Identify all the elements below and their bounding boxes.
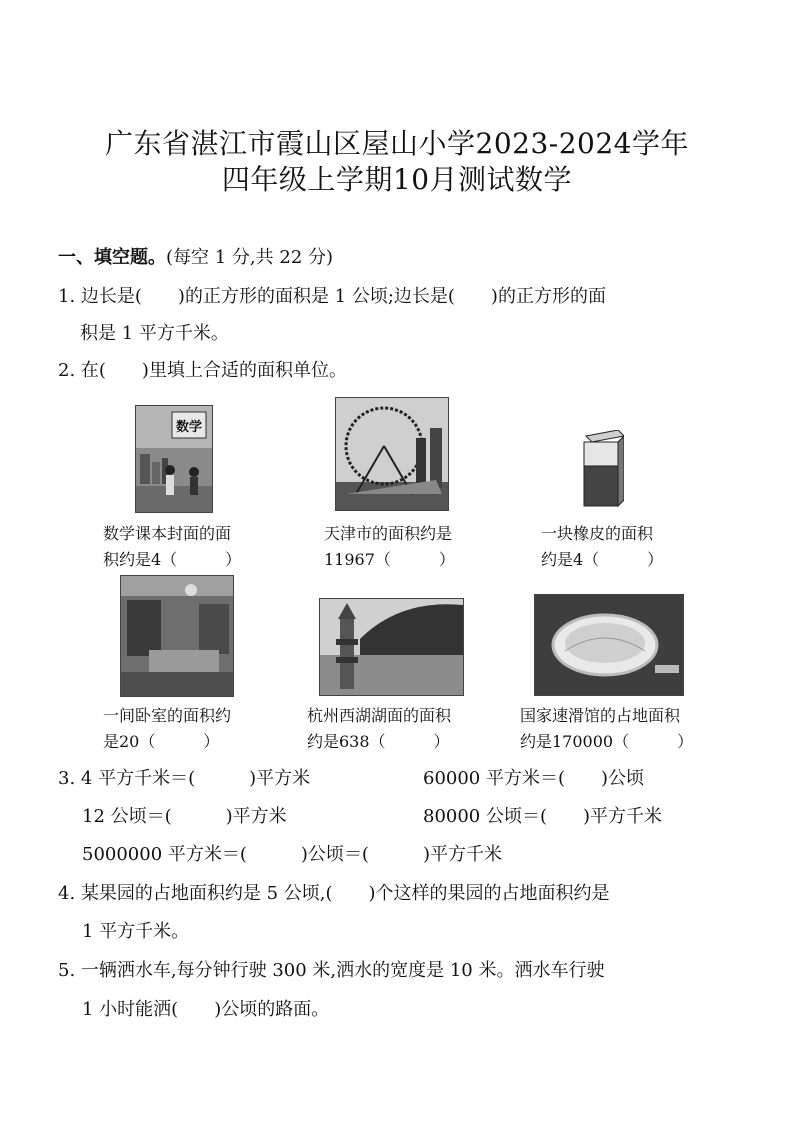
caption-skating-oval-l2: 约是170000（ ）: [520, 732, 694, 751]
question-2-line-1: 2. 在( )里填上合适的面积单位。: [58, 360, 347, 381]
question-3b: 60000 平方米＝( )公顷: [423, 768, 645, 789]
caption-bedroom-l1: 一间卧室的面积约: [103, 706, 232, 725]
caption-textbook-l1: 数学课本封面的面: [103, 524, 232, 543]
speed-skating-oval-drawing: [535, 595, 683, 695]
ferris-wheel-image: [335, 397, 449, 511]
west-lake-drawing: [320, 599, 463, 695]
caption-textbook: [103, 521, 241, 573]
question-5-line-2: 1 小时能洒( )公顷的路面。: [82, 999, 330, 1020]
math-textbook-drawing: [136, 406, 212, 512]
title-line-2: 四年级上学期10月测试数学: [221, 163, 573, 196]
caption-skating-oval-l1: 国家速滑馆的占地面积: [520, 706, 681, 725]
caption-eraser: [541, 521, 663, 573]
caption-west-lake-l2: 约是638（ ）: [307, 732, 450, 751]
speed-skating-oval-image: [534, 594, 684, 696]
book-cover-text: 数学: [175, 420, 203, 435]
question-4-line-2: 1 平方千米。: [82, 921, 190, 942]
caption-bedroom-l2: 是20（ ）: [103, 732, 220, 751]
math-textbook-image: [135, 405, 213, 513]
question-1-line-1: 1. 边长是( )的正方形的面积是 1 公顷;边长是( )的正方形的面: [58, 286, 606, 307]
caption-eraser-l2: 约是4（ ）: [541, 550, 664, 569]
caption-tianjin: [324, 521, 455, 573]
question-3e: 5000000 平方米＝( )公顷＝( )平方千米: [82, 844, 502, 865]
eraser-image: [578, 430, 624, 508]
title-line-1: 广东省湛江市霞山区屋山小学2023-2024学年: [105, 127, 689, 160]
ferris-wheel-drawing: [336, 398, 448, 510]
caption-west-lake: [307, 703, 451, 755]
question-3d: 80000 公顷＝( )平方千米: [423, 806, 663, 827]
caption-skating-oval: [520, 703, 693, 755]
west-lake-image: [319, 598, 464, 696]
bedroom-image: [120, 575, 234, 697]
question-3c: 12 公顷＝( )平方米: [82, 806, 287, 827]
question-4-line-1: 4. 某果园的占地面积约是 5 公顷,( )个这样的果园的占地面积约是: [58, 883, 610, 904]
section-heading-label: 一、填空题。: [58, 247, 166, 268]
caption-bedroom: [103, 703, 231, 755]
question-1-line-2: 积是 1 平方千米。: [80, 323, 229, 344]
caption-tianjin-l1: 天津市的面积约是: [324, 524, 453, 543]
caption-textbook-l2: 积约是4（ ）: [103, 550, 242, 569]
caption-west-lake-l1: 杭州西湖湖面的面积: [307, 706, 452, 725]
caption-tianjin-l2: 11967（ ）: [324, 550, 455, 569]
section-heading: [58, 243, 333, 269]
bedroom-drawing: [121, 576, 233, 696]
section-heading-note: (每空 1 分,共 22 分): [166, 247, 334, 268]
eraser-drawing: [578, 430, 624, 508]
question-5-line-1: 5. 一辆洒水车,每分钟行驶 300 米,洒水的宽度是 10 米。洒水车行驶: [58, 960, 605, 981]
question-3a: 3. 4 平方千米＝( )平方米: [58, 768, 311, 789]
caption-eraser-l1: 一块橡皮的面积: [541, 524, 654, 543]
